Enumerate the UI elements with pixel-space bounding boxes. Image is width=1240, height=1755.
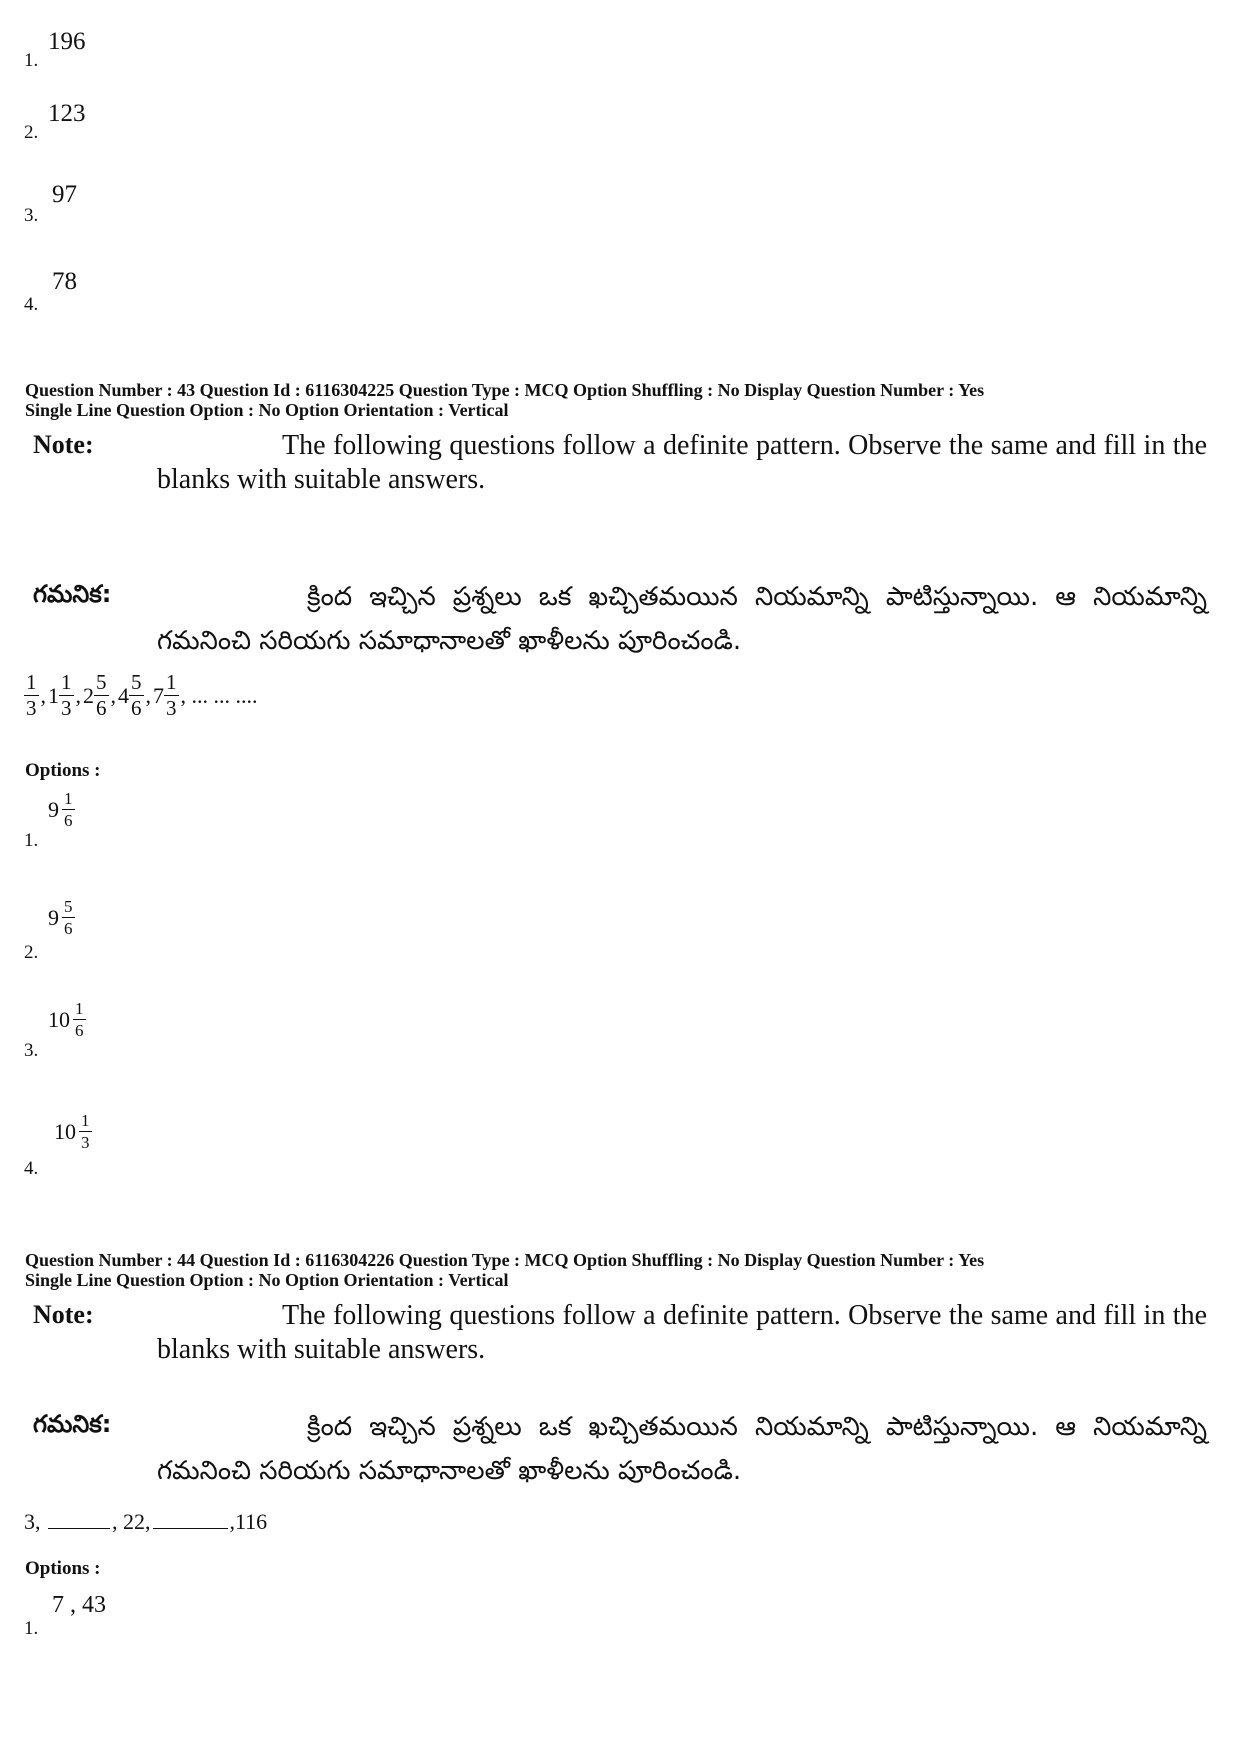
option-value: 123 [48, 100, 86, 127]
option-number: 4. [24, 294, 39, 315]
option-value: 7 , 43 [52, 1592, 106, 1618]
blank-1 [48, 1508, 110, 1529]
question-meta-line1: Question Number : 43 Question Id : 6116304225 Question Type : MCQ Option Shuffling : No Display Question Number : Yes [25, 380, 985, 400]
series-tail: , ... ... .... [180, 682, 258, 708]
series-term: $\frac{1}{3}$ [61, 670, 72, 720]
option-number: 1. [24, 1618, 39, 1639]
note-label: Note: [33, 1300, 94, 1329]
note-text: The following questions follow a definite pattern. Observe the same and fill in the blanks with suitable answers. [157, 1300, 1207, 1365]
telugu-note-text: క్రింద ఇచ్చిన ప్రశ్నలు ఒక ఖచ్చితమయిన నియమాన్ని పాటిస్తున్నాయి. ఆ నియమాన్ని గమనించి సరియగు సమాధానాలతో ఖాళీలను పూరించండి. [157, 1412, 1207, 1486]
telugu-note-text: క్రింద ఇచ్చిన ప్రశ్నలు ఒక ఖచ్చితమయిన నియమాన్ని పాటిస్తున్నాయి. ఆ నియమాన్ని గమనించి సరియగు సమాధానాలతో ఖాళీలను పూరించండి. [157, 582, 1207, 656]
option-number: 1. [24, 50, 39, 71]
note-label: Note: [33, 430, 94, 459]
options-label: Options : [25, 1558, 101, 1579]
option-number: 3. [24, 1040, 39, 1061]
question-meta-line1: Question Number : 44 Question Id : 6116304226 Question Type : MCQ Option Shuffling : No Display Question Number : Yes [25, 1250, 985, 1270]
question-meta-line2: Single Line Question Option : No Option Orientation : Vertical [25, 400, 509, 420]
option-value: 196 [48, 28, 86, 55]
series-term: $\frac{1}{3}$ [166, 670, 177, 720]
fraction-series: $\frac{1}{3}$ , 1 $\frac{1}{3}$ , 2 $\frac{5}{6}$ , 4 $\frac{5}{6}$ , 7 $\frac{1}{3}$ , ... ... .... [26, 670, 258, 720]
note-text: The following questions follow a definite pattern. Observe the same and fill in the blanks with suitable answers. [157, 430, 1207, 495]
option-number: 3. [24, 205, 39, 226]
option-number: 2. [24, 942, 39, 963]
options-label: Options : [25, 760, 101, 781]
option-number: 4. [24, 1158, 39, 1179]
telugu-note-label: గమనిక: [33, 580, 112, 608]
series-term: $\frac{1}{3}$ [26, 670, 37, 720]
option-number: 2. [24, 122, 39, 143]
series-term: $\frac{5}{6}$ [131, 670, 142, 720]
blank-2 [153, 1508, 228, 1529]
option-number: 1. [24, 830, 39, 851]
question-meta-line2: Single Line Question Option : No Option Orientation : Vertical [25, 1270, 509, 1290]
option-value: 78 [52, 268, 77, 295]
option-value: 9 $\frac{1}{6}$ [48, 789, 73, 830]
telugu-note-label: గమనిక: [33, 1410, 112, 1438]
option-value: 97 [52, 181, 77, 208]
series-term: $\frac{5}{6}$ [96, 670, 107, 720]
number-sequence: 3, , 22, ,116 [24, 1509, 268, 1534]
option-value: 10 $\frac{1}{6}$ [48, 999, 84, 1040]
option-value: 10 $\frac{1}{3}$ [54, 1111, 90, 1152]
option-value: 9 $\frac{5}{6}$ [48, 897, 73, 938]
